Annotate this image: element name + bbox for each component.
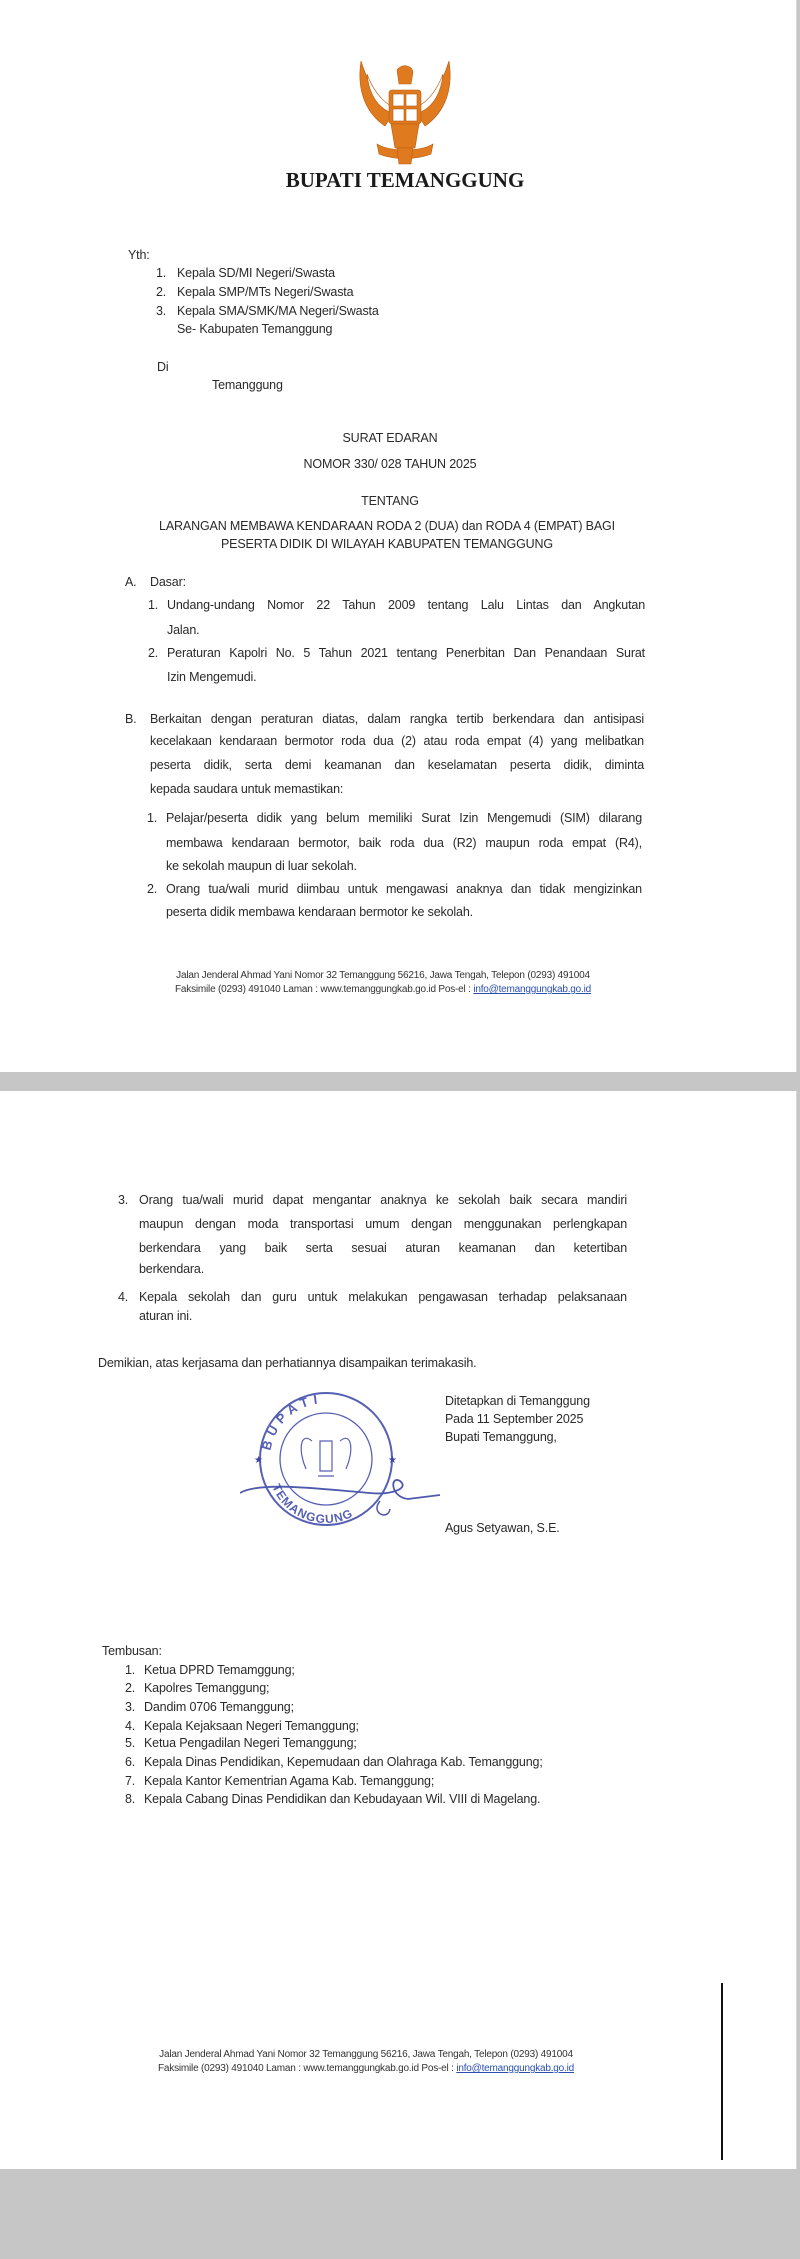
list-num: 4. bbox=[125, 1719, 136, 1733]
di-label: Di bbox=[157, 360, 169, 374]
recipient-item: Kepala SD/MI Negeri/Swasta bbox=[177, 266, 335, 280]
footer-contact-text: Faksimile (0293) 491040 Laman : www.temanggungkab.go.id Pos-el : bbox=[158, 2063, 457, 2074]
signatory-name: Agus Setyawan, S.E. bbox=[445, 1521, 560, 1535]
recipient-num: 1. bbox=[156, 266, 167, 280]
list-num: 1. bbox=[125, 1663, 136, 1677]
list-num: 7. bbox=[125, 1774, 136, 1788]
recipient-label: Yth: bbox=[128, 248, 150, 262]
list-text: membawa kendaraan bermotor, baik roda dua (R2) maupun roda empat (R4), bbox=[166, 836, 642, 850]
letter-type: SURAT EDARAN bbox=[342, 431, 438, 445]
list-text: Peraturan Kapolri No. 5 Tahun 2021 tentang Penerbitan Dan Penandaan Surat bbox=[167, 646, 645, 660]
list-text: berkendara yang baik serta sesuai aturan keamanan dan ketertiban bbox=[139, 1241, 627, 1255]
letter-about: TENTANG bbox=[361, 494, 419, 508]
list-num: 2. bbox=[125, 1681, 136, 1695]
list-text: peserta didik membawa kendaraan bermotor ke sekolah. bbox=[166, 905, 473, 919]
recipient-num: 2. bbox=[156, 285, 167, 299]
recipient-item: Kepala SMP/MTs Negeri/Swasta bbox=[177, 285, 354, 299]
signature-date: Pada 11 September 2025 bbox=[445, 1412, 584, 1426]
recipient-num: 3. bbox=[156, 304, 167, 318]
list-num: 1. bbox=[147, 811, 158, 825]
list-item: Dandim 0706 Temanggung; bbox=[144, 1700, 294, 1714]
paragraph-line: Berkaitan dengan peraturan diatas, dalam rangka tertib berkendara dan antisipasi bbox=[150, 712, 644, 726]
list-item: Kepala Cabang Dinas Pendidikan dan Kebudayaan Wil. VIII di Magelang. bbox=[144, 1792, 541, 1806]
scan-edge-line bbox=[721, 1983, 723, 2160]
garuda-emblem-icon bbox=[355, 56, 455, 168]
list-item: Kepala Kantor Kementrian Agama Kab. Temanggung; bbox=[144, 1774, 435, 1788]
paragraph-line: kecelakaan kendaraan bermotor roda dua (2) atau roda empat (4) yang melibatkan bbox=[150, 734, 644, 748]
list-text: Orang tua/wali murid diimbau untuk mengawasi anaknya dan tidak mengizinkan bbox=[166, 882, 642, 896]
recipient-region: Se- Kabupaten Temanggung bbox=[177, 322, 333, 336]
footer-contact bbox=[0, 983, 766, 996]
footer-address: Jalan Jenderal Ahmad Yani Nomor 32 Temanggung 56216, Jawa Tengah, Telepon (0293) 491004 bbox=[159, 2049, 573, 2060]
list-num: 5. bbox=[125, 1736, 136, 1750]
list-item: Kapolres Temanggung; bbox=[144, 1681, 270, 1695]
list-text: Undang-undang Nomor 22 Tahun 2009 tentang Lalu Lintas dan Angkutan bbox=[167, 598, 645, 612]
recipient-place: Temanggung bbox=[212, 378, 283, 392]
list-text: Jalan. bbox=[167, 623, 200, 637]
paragraph-line: peserta didik, serta demi keamanan dan keselamatan peserta didik, diminta bbox=[150, 758, 644, 772]
svg-text:BUPATI bbox=[259, 1391, 324, 1452]
footer-contact-text: Faksimile (0293) 491040 Laman : www.temanggungkab.go.id Pos-el : bbox=[175, 984, 474, 995]
paragraph-line: kepada saudara untuk memastikan: bbox=[150, 782, 344, 796]
list-text: Kepala sekolah dan guru untuk melakukan pengawasan terhadap pelaksanaan bbox=[139, 1290, 627, 1304]
official-stamp-icon bbox=[240, 1381, 480, 1541]
section-a-marker: A. bbox=[125, 575, 137, 589]
closing-text: Demikian, atas kerjasama dan perhatiannya disampaikan terimakasih. bbox=[98, 1356, 477, 1370]
list-num: 1. bbox=[148, 598, 159, 612]
document-page-1 bbox=[0, 0, 797, 1072]
list-num: 2. bbox=[148, 646, 159, 660]
list-text: aturan ini. bbox=[139, 1309, 193, 1323]
list-num: 8. bbox=[125, 1792, 136, 1806]
list-num: 6. bbox=[125, 1755, 136, 1769]
section-a-heading: Dasar: bbox=[150, 575, 186, 589]
list-item: Ketua Pengadilan Negeri Temanggung; bbox=[144, 1736, 357, 1750]
stamp-star-icon: ★ bbox=[254, 1455, 263, 1466]
tembusan-label: Tembusan: bbox=[102, 1644, 162, 1658]
list-item: Kepala Kejaksaan Negeri Temanggung; bbox=[144, 1719, 359, 1733]
footer-email-link[interactable]: info@temanggungkab.go.id bbox=[456, 2063, 574, 2074]
stamp-star-icon: ★ bbox=[388, 1455, 397, 1466]
list-text: Pelajar/peserta didik yang belum memiliki Surat Izin Mengemudi (SIM) dilarang bbox=[166, 811, 642, 825]
signature-place: Ditetapkan di Temanggung bbox=[445, 1394, 590, 1408]
stamp-top-text: BUPATI bbox=[258, 1391, 324, 1452]
stamp-bottom-text: TEMANGGUNG bbox=[269, 1481, 356, 1527]
recipient-item: Kepala SMA/SMK/MA Negeri/Swasta bbox=[177, 304, 379, 318]
list-text: ke sekolah maupun di luar sekolah. bbox=[166, 859, 357, 873]
letterhead-title: BUPATI TEMANGGUNG bbox=[285, 168, 525, 192]
list-item: Kepala Dinas Pendidikan, Kepemudaan dan Olahraga Kab. Temanggung; bbox=[144, 1755, 543, 1769]
footer-address: Jalan Jenderal Ahmad Yani Nomor 32 Temanggung 56216, Jawa Tengah, Telepon (0293) 491004 bbox=[176, 970, 590, 981]
list-item: Ketua DPRD Temamggung; bbox=[144, 1663, 295, 1677]
list-num: 2. bbox=[147, 882, 158, 896]
list-text: Izin Mengemudi. bbox=[167, 670, 257, 684]
list-text: berkendara. bbox=[139, 1262, 205, 1276]
list-num: 4. bbox=[118, 1290, 129, 1304]
footer-contact bbox=[0, 2062, 732, 2075]
signature-title: Bupati Temanggung, bbox=[445, 1430, 557, 1444]
list-num: 3. bbox=[125, 1700, 136, 1714]
footer-email-link[interactable]: info@temanggungkab.go.id bbox=[473, 984, 591, 995]
section-b-marker: B. bbox=[125, 712, 137, 726]
letter-subject: LARANGAN MEMBAWA KENDARAAN RODA 2 (DUA) dan RODA 4 (EMPAT) BAGI bbox=[159, 519, 615, 533]
letter-number: NOMOR 330/ 028 TAHUN 2025 bbox=[303, 457, 477, 471]
list-text: Orang tua/wali murid dapat mengantar anaknya ke sekolah baik secara mandiri bbox=[139, 1193, 627, 1207]
list-text: maupun dengan moda transportasi umum dengan menggunakan perlengkapan bbox=[139, 1217, 627, 1231]
list-num: 3. bbox=[118, 1193, 129, 1207]
document-page-2 bbox=[0, 1091, 797, 2169]
letter-subject: PESERTA DIDIK DI WILAYAH KABUPATEN TEMANGGUNG bbox=[221, 537, 553, 551]
